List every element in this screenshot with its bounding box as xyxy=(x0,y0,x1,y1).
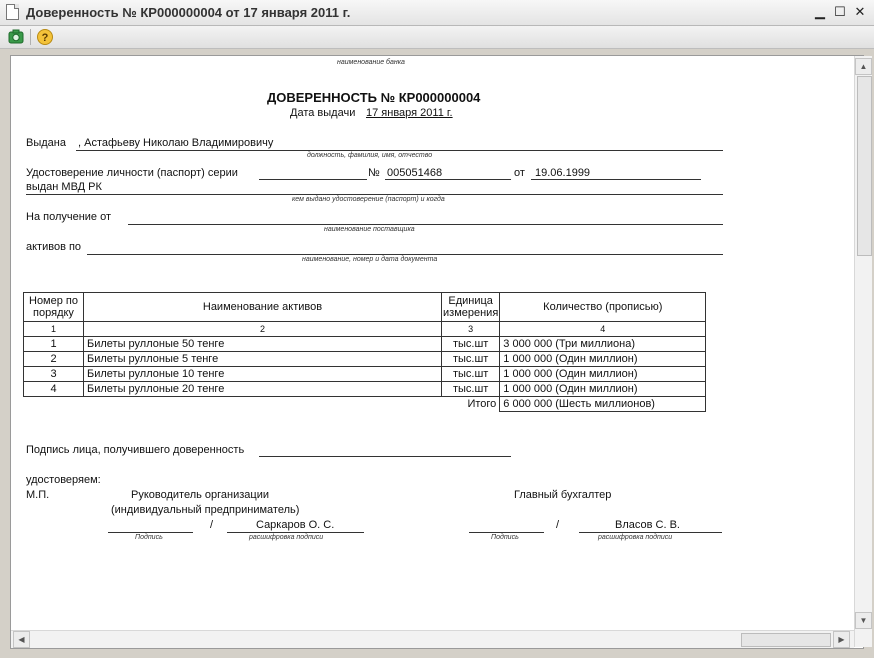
total-value: 6 000 000 (Шесть миллионов) xyxy=(500,397,706,412)
bank-caption: наименование банка xyxy=(337,59,405,66)
chief-accountant-label: Главный бухгалтер xyxy=(514,489,612,501)
total-label: Итого xyxy=(467,398,497,411)
supplier-line xyxy=(128,224,723,225)
row-unit: тыс.шт xyxy=(442,352,500,367)
head-decode-line xyxy=(227,532,364,533)
toolbar xyxy=(0,26,874,49)
row-unit: тыс.шт xyxy=(442,382,500,397)
issued-to-value: , Астафьеву Николаю Владимировичу xyxy=(78,137,274,149)
maximize-button[interactable]: ☐ xyxy=(834,4,846,19)
row-unit: тыс.шт xyxy=(442,367,500,382)
row-name: Билеты руллоные 5 тенге xyxy=(84,352,442,367)
supplier-caption: наименование поставщика xyxy=(324,226,415,233)
issued-line xyxy=(76,150,723,151)
col-number: 2 xyxy=(84,322,442,337)
head-sign-caption: Подпись xyxy=(135,534,163,541)
acc-slash: / xyxy=(556,519,560,531)
window-title: Доверенность № КР000000004 от 17 января 2011 г. xyxy=(26,5,351,20)
acc-sign-caption: Подпись xyxy=(491,534,519,541)
acc-sign-line xyxy=(469,532,544,533)
col-number: 4 xyxy=(500,322,706,337)
row-quantity: 1 000 000 (Один миллион) xyxy=(500,382,706,397)
id-from-label: от xyxy=(514,167,525,179)
document-area xyxy=(10,55,868,649)
vertical-scroll-thumb[interactable] xyxy=(857,76,872,256)
signature-label: Подпись лица, получившего доверенность xyxy=(26,444,245,456)
head-label: Руководитель организации xyxy=(131,489,270,501)
horizontal-scroll-thumb[interactable] xyxy=(741,633,831,647)
stamp-label: М.П. xyxy=(26,489,50,501)
issue-date-label: Дата выдачи xyxy=(290,107,356,119)
issued-label: Выдана xyxy=(26,137,66,149)
row-number: 1 xyxy=(24,337,84,352)
id-label: Удостоверение личности (паспорт) серии xyxy=(26,167,238,179)
issue-date: 17 января 2011 г. xyxy=(366,107,453,119)
header-quantity: Количество (прописью) xyxy=(500,293,706,322)
row-quantity: 3 000 000 (Три миллиона) xyxy=(500,337,706,352)
acc-decode-line xyxy=(579,532,722,533)
camera-icon[interactable] xyxy=(7,28,25,46)
issued-caption: должность, фамилия, имя, отчество xyxy=(307,152,433,159)
chief-accountant-name: Власов С. В. xyxy=(615,519,680,531)
row-quantity: 1 000 000 (Один миллион) xyxy=(500,352,706,367)
row-number: 2 xyxy=(24,352,84,367)
document-line xyxy=(87,254,723,255)
header-unit: Единица измерения xyxy=(442,293,500,322)
svg-text:?: ? xyxy=(41,32,49,44)
col-number: 1 xyxy=(24,322,84,337)
head-name: Саркаров О. С. xyxy=(256,519,335,531)
table-row xyxy=(24,367,706,382)
row-name: Билеты руллоные 10 тенге xyxy=(84,367,442,382)
horizontal-scrollbar[interactable] xyxy=(11,630,854,648)
scroll-down-icon[interactable]: ▼ xyxy=(855,612,872,629)
table-row xyxy=(24,352,706,367)
row-unit: тыс.шт xyxy=(442,337,500,352)
id-number-line xyxy=(385,179,511,180)
head-sign-line xyxy=(108,532,193,533)
vertical-scrollbar[interactable] xyxy=(854,56,872,647)
help-icon[interactable] xyxy=(36,28,54,46)
id-issuer: выдан МВД РК xyxy=(26,181,102,193)
col-number: 3 xyxy=(442,322,500,337)
id-series-line xyxy=(259,179,367,180)
header-name: Наименование активов xyxy=(84,293,442,322)
id-number: 005051468 xyxy=(387,167,443,179)
id-date: 19.06.1999 xyxy=(535,167,591,179)
total-row xyxy=(24,397,706,412)
table-row xyxy=(24,337,706,352)
header-number: Номер по порядку xyxy=(24,293,84,322)
head-slash: / xyxy=(210,519,214,531)
document-heading: ДОВЕРЕННОСТЬ № КР000000004 xyxy=(267,90,481,105)
signature-line xyxy=(259,456,511,457)
acc-decode-caption: расшифровка подписи xyxy=(598,534,673,541)
scroll-right-icon[interactable]: ▶ xyxy=(833,631,850,648)
title-bar xyxy=(0,0,874,26)
id-date-line xyxy=(531,179,701,180)
row-quantity: 1 000 000 (Один миллион) xyxy=(500,367,706,382)
row-number: 3 xyxy=(24,367,84,382)
toolbar-separator xyxy=(30,29,31,45)
receive-label: На получение от xyxy=(26,211,112,223)
id-issuer-line xyxy=(26,194,723,195)
id-no-label: № xyxy=(368,167,380,179)
document-icon xyxy=(6,4,19,20)
id-caption: кем выдано удостоверение (паспорт) и когда xyxy=(292,196,445,203)
assets-table xyxy=(23,292,706,412)
table-row xyxy=(24,382,706,397)
minimize-button[interactable]: ▁ xyxy=(815,4,825,19)
row-name: Билеты руллоные 20 тенге xyxy=(84,382,442,397)
head-decode-caption: расшифровка подписи xyxy=(249,534,324,541)
assets-label: активов по xyxy=(26,241,82,253)
row-number: 4 xyxy=(24,382,84,397)
scroll-up-icon[interactable]: ▲ xyxy=(855,58,872,75)
row-name: Билеты руллоные 50 тенге xyxy=(84,337,442,352)
scroll-left-icon[interactable]: ◀ xyxy=(13,631,30,648)
doc-caption: наименование, номер и дата документа xyxy=(302,256,438,263)
head-label-2: (индивидуальный предприниматель) xyxy=(111,504,300,516)
certify-label: удостоверяем: xyxy=(26,474,101,486)
close-button[interactable]: ✕ xyxy=(854,4,866,19)
